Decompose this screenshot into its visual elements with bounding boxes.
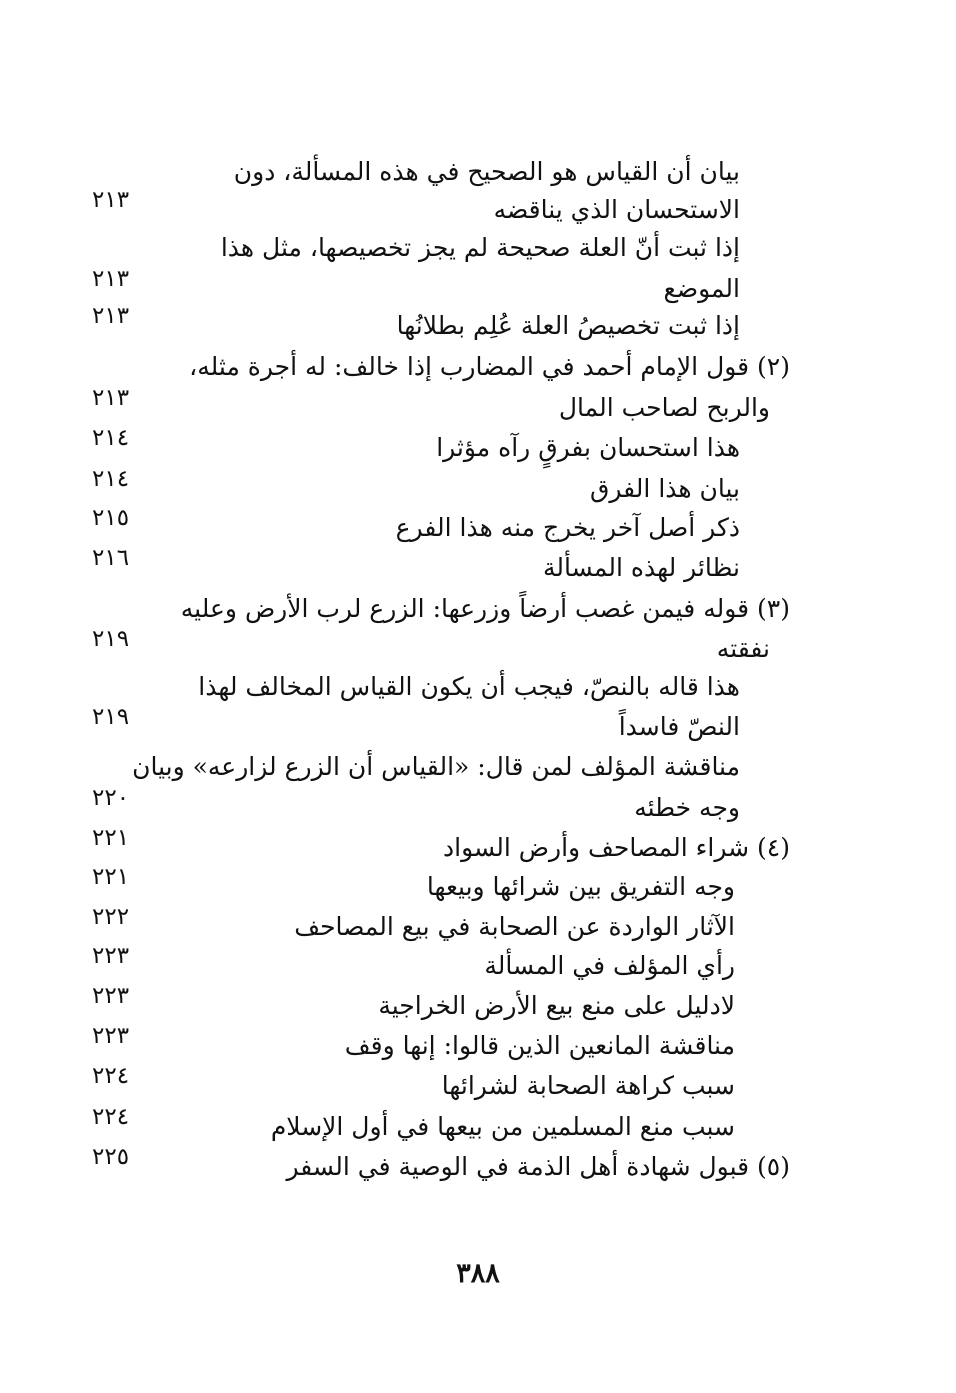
toc-page-number: ٢٢٣ [92,943,130,969]
toc-entry: هذا استحسان بفرقٍ رآه مؤثرا [436,433,740,462]
toc-page-number: ٢١٩ [92,626,130,652]
toc-entry: (٢) قول الإمام أحمد في المضارب إذا خالف: له أجرة مثله، [189,352,790,381]
toc-page-number: ٢٢٣ [92,1023,130,1049]
toc-entry: الاستحسان الذي يناقضه [493,195,740,224]
toc-page-number: ٢٢٥ [92,1144,130,1170]
toc-entry: سبب منع المسلمين من بيعها في أول الإسلام [270,1112,735,1141]
toc-page-number: ٢١٤ [92,466,130,492]
toc-entry: بيان أن القياس هو الصحيح في هذه المسألة، دون [233,157,740,186]
toc-entry: نظائر لهذه المسألة [542,553,740,582]
toc-page-number: ٢٢٣ [92,983,130,1009]
toc-entry: نفقته [716,634,770,663]
toc-page-number: ٢١٣ [92,266,130,292]
toc-entry: (٥) قبول شهادة أهل الذمة في الوصية في السفر [286,1152,790,1181]
toc-entry: ذكر أصل آخر يخرج منه هذا الفرع [395,513,740,542]
toc-entry: (٤) شراء المصاحف وأرض السواد [442,833,790,862]
toc-entry: إذا ثبت أنّ العلة صحيحة لم يجز تخصيصها، مثل هذا [220,233,740,262]
toc-page-number: ٢١٩ [92,704,130,730]
toc-entry: الآثار الواردة عن الصحابة في بيع المصاحف [294,912,735,941]
toc-entry: مناقشة المانعين الذين قالوا: إنها وقف [344,1031,735,1060]
toc-entry: سبب كراهة الصحابة لشرائها [441,1071,735,1100]
toc-page-number: ٢١٣ [92,303,130,329]
toc-entry: (٣) قوله فيمن غصب أرضاً وزرعها: الزرع لرب الأرض وعليه [180,594,790,623]
page-number: ٣٨٨ [456,1258,500,1289]
toc-entry: والربح لصاحب المال [558,393,770,422]
toc-page-number: ٢١٤ [92,425,130,451]
toc-page-number: ٢٢١ [92,825,130,851]
toc-page-number: ٢٢٤ [92,1104,130,1130]
toc-entry: هذا قاله بالنصّ، فيجب أن يكون القياس المخالف لهذا [198,672,740,701]
toc-entry: النصّ فاسداً [618,712,740,741]
toc-entry: رأي المؤلف في المسألة [484,951,735,980]
toc-entry: مناقشة المؤلف لمن قال: «القياس أن الزرع لزارعه» وبيان [132,752,740,781]
toc-page-number: ٢٢٤ [92,1063,130,1089]
toc-entry: الموضع [663,274,740,303]
toc-page-number: ٢٢١ [92,864,130,890]
toc-entry: وجه التفريق بين شرائها وبيعها [426,872,735,901]
toc-entry: وجه خطئه [634,793,740,822]
toc-page-number: ٢١٣ [92,385,130,411]
toc-entry: بيان هذا الفرق [589,474,740,503]
toc-page-number: ٢١٦ [92,545,130,571]
toc-page-number: ٢١٥ [92,505,130,531]
toc-page-number: ٢٢٠ [92,785,130,811]
toc-page-number: ٢١٣ [92,187,130,213]
toc-page-number: ٢٢٢ [92,904,130,930]
toc-entry: لادليل على منع بيع الأرض الخراجية [378,991,735,1020]
toc-entry: إذا ثبت تخصيصُ العلة عُلِم بطلانُها [396,311,740,340]
